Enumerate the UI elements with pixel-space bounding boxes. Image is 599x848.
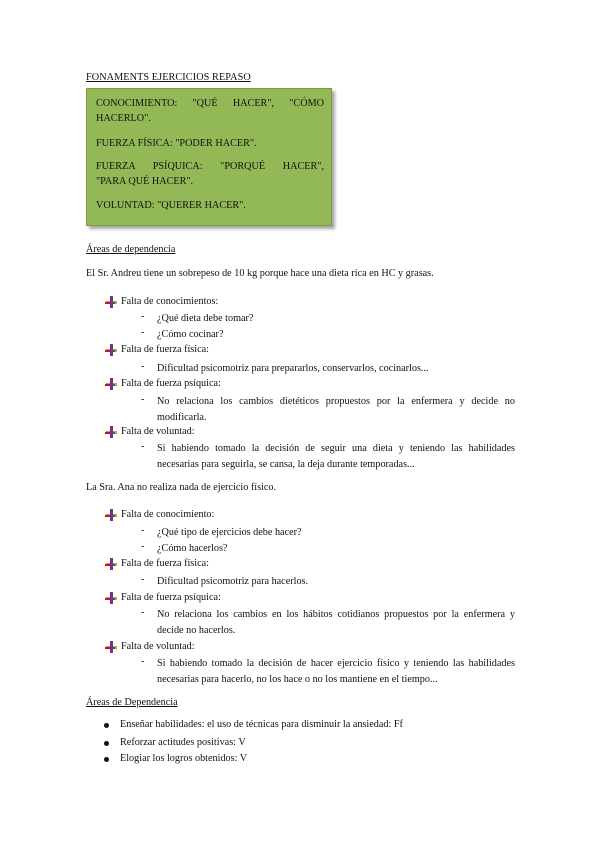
multicolor-cross-bullet-icon (104, 425, 118, 439)
multicolor-cross-bullet-icon (104, 508, 118, 522)
concept-conocimiento-line1: CONOCIMIENTO: "QUÉ HACER", "CÓMO (96, 98, 324, 109)
section2-heading: Áreas de Dependencia (86, 697, 178, 708)
dash-marker: - (141, 525, 145, 536)
case1-intro: El Sr. Andreu tiene un sobrepeso de 10 kg porque hace una dieta rica en HC y grasas. (86, 268, 434, 279)
concept-fuerza-fisica: FUERZA FÍSICA: "PODER HACER". (96, 138, 257, 149)
case2-item-text: ¿Cómo hacerlos? (157, 543, 228, 554)
dash-marker: - (141, 394, 145, 405)
section2-bullet (104, 719, 524, 733)
case2-item-text: Si habiendo tomado la decisión de hacer ejercicio físico y teniendo las habilidades necesarias para hacerlo, no los hace o no los mantiene en el tiempo... (157, 658, 515, 685)
dash-marker: - (141, 361, 145, 372)
case2-category-label: Falta de fuerza psíquica: (121, 592, 221, 603)
section2-bullet-text: Elogiar los logros obtenidos: V (120, 753, 248, 764)
concept-conocimiento (96, 96, 324, 126)
multicolor-cross-bullet-icon (104, 640, 118, 654)
dash-marker: - (141, 441, 145, 452)
case1-category-label: Falta de voluntad: (121, 426, 195, 437)
case1-category-label: Falta de fuerza psíquica: (121, 378, 221, 389)
multicolor-cross-bullet-icon (104, 343, 118, 357)
case2-category-label: Falta de voluntad: (121, 641, 195, 652)
multicolor-cross-bullet-icon (104, 295, 118, 309)
case1-category-label: Falta de fuerza física: (121, 344, 209, 355)
case2-category-label: Falta de conocimiento: (121, 509, 215, 520)
document-title: FONAMENTS EJERCICIOS REPASO (86, 72, 251, 83)
dash-marker: - (141, 656, 145, 667)
case1-item-text: Dificultad psicomotriz para prepararlos, conservarlos, cocinarlos... (157, 363, 429, 374)
dash-marker: - (141, 574, 145, 585)
concept-fuerza-psiquica-line2: "PARA QUÉ HACER". (96, 176, 194, 187)
dash-marker: - (141, 541, 145, 552)
multicolor-cross-bullet-icon (104, 557, 118, 571)
case1-item-text: Si habiendo tomado la decisión de seguir una dieta y teniendo las habilidades necesarias para seguirla, se cansa, la deja durante temporadas... (157, 443, 515, 470)
case2-intro: La Sra. Ana no realiza nada de ejercicio físico. (86, 482, 277, 493)
section2-bullet (104, 753, 524, 767)
dash-marker: - (141, 327, 145, 338)
section2-bullet-text: Reforzar actitudes positivas: V (120, 737, 246, 748)
case2-item-text: ¿Qué tipo de ejercicios debe hacer? (157, 527, 302, 538)
case1-item-text: No relaciona los cambios dietéticos propuestos por la enfermera y decide no modificarla. (157, 396, 515, 423)
bullet-dot (104, 723, 109, 728)
case2-item-text: No relaciona los cambios en los hábitos cotidianos propuestos por la enfermera y decide no hacerlos. (157, 609, 515, 636)
dash-marker: - (141, 311, 145, 322)
case1-item-text: ¿Qué dieta debe tomar? (157, 313, 254, 324)
case1-item-text: ¿Cómo cocinar? (157, 329, 224, 340)
concept-voluntad: VOLUNTAD: "QUERER HACER". (96, 200, 246, 211)
concept-conocimiento-line2: HACERLO". (96, 113, 151, 124)
bullet-dot (104, 757, 109, 762)
section1-heading: Áreas de dependencia (86, 244, 176, 255)
dash-marker: - (141, 607, 145, 618)
case1-category-label: Falta de conocimientos: (121, 296, 219, 307)
concepts-box (86, 88, 332, 226)
concept-fuerza-psiquica (96, 159, 324, 189)
section2-bullet (104, 737, 524, 751)
case2-category-label: Falta de fuerza física: (121, 558, 209, 569)
multicolor-cross-bullet-icon (104, 591, 118, 605)
concept-fuerza-psiquica-line1: FUERZA PSÍQUICA: "PORQUÉ HACER", (96, 161, 324, 172)
case2-item-text: Dificultad psicomotriz para hacerlos. (157, 576, 309, 587)
multicolor-cross-bullet-icon (104, 377, 118, 391)
bullet-dot (104, 741, 109, 746)
section2-bullet-text: Enseñar habilidades: el uso de técnicas para disminuir la ansiedad: Ff (120, 719, 403, 730)
